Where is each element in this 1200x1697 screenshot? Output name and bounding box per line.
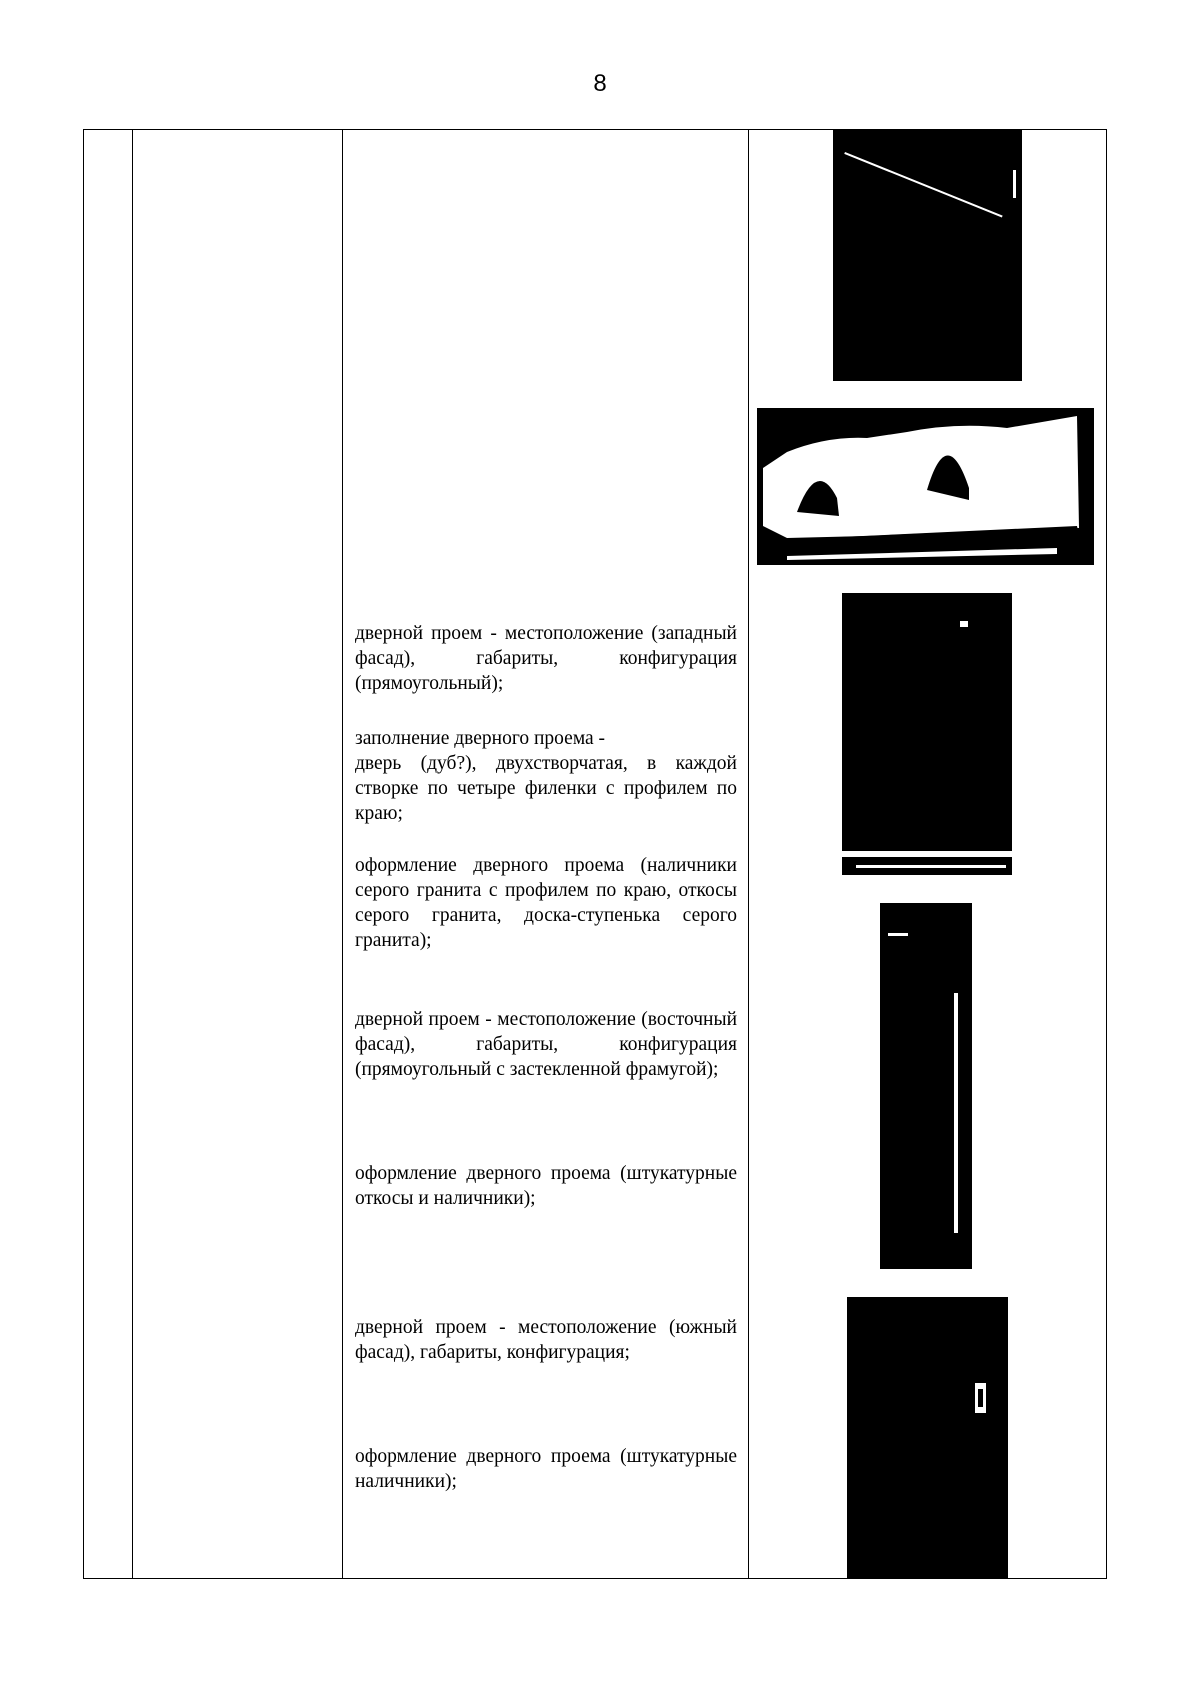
column-divider [132, 130, 133, 1578]
door-photo [842, 593, 1012, 875]
description-south-door-opening [355, 1315, 737, 1365]
door-handle [978, 1389, 983, 1407]
vault-photo [757, 408, 1094, 565]
description-east-door-framing [355, 1161, 737, 1211]
description-paragraph: оформление дверного проема (наличники серого гранита с профилем по краю, откосы серого гранита, доска-ступенька серого гранита); [355, 855, 737, 951]
page-number: 8 [593, 70, 607, 97]
door-photo [833, 130, 1022, 381]
document-table [83, 129, 1107, 1579]
door-photo [847, 1297, 1008, 1578]
description-paragraph: заполнение дверного проема - [355, 728, 606, 749]
description-west-door-framing [355, 853, 737, 953]
description-west-door-opening [355, 621, 737, 696]
description-paragraph: оформление дверного проема (штукатурные наличники); [355, 1446, 737, 1492]
description-east-door-opening [355, 1007, 737, 1082]
description-west-door-filling [355, 726, 737, 826]
description-paragraph: дверной проем - местоположение (южный фасад), габариты, конфигурация; [355, 1317, 737, 1363]
door-photo [880, 903, 972, 1269]
description-paragraph: оформление дверного проема (штукатурные откосы и наличники); [355, 1163, 737, 1209]
description-paragraph: дверь (дуб?), двухстворчатая, в каждой створке по четыре филенки с профилем по краю; [355, 753, 737, 824]
description-south-door-framing [355, 1444, 737, 1494]
column-divider [748, 130, 749, 1578]
column-divider [342, 130, 343, 1578]
description-paragraph: дверной проем - местоположение (восточный фасад), габариты, конфигурация (прямоугольный с застекленной фрамугой); [355, 1009, 737, 1080]
description-paragraph: дверной проем - местоположение (западный фасад), габариты, конфигурация (прямоугольный); [355, 623, 737, 694]
